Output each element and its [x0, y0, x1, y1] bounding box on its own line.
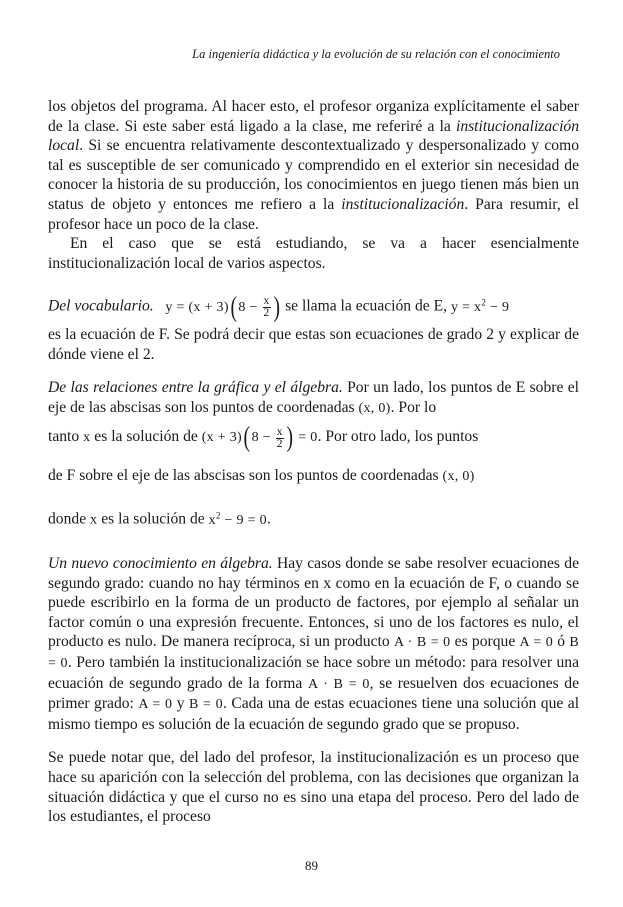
section-title-relaciones: De las relaciones entre la gráfica y el álgebra.	[48, 379, 343, 397]
equation-f-zero: $x^2 - 9 = 0$	[208, 510, 267, 529]
paragraph-1: los objetos del programa. Al hacer esto, el profesor organiza explícitamente el saber de la clase. Si este saber está ligado a la clase, me referiré a la institucionalización local. Si se encuentra relativamente descontextualizado y despersonalizado y como tal es susceptible de ser comunicado y comprendido en el exterior sin necesidad de conocer la historia de su producción, los conocimientos en juego tienen más bien un status de objeto y entonces me refiero a la institucionalización. Para resumir, el profesor hace un poco de la clase.	[48, 98, 579, 233]
term-institucionalizacion: institucionalización	[341, 195, 465, 213]
paragraph-relaciones: De las relaciones entre la gráfica y el álgebra. Por un lado, los puntos de E sobre el eje de las abscisas son los puntos de coordenadas (x, 0). Por lo	[48, 379, 579, 416]
term-institucionalizacion-local: institucionalización local	[48, 117, 579, 155]
fraction-x-over-2: $\frac{x}{2}$	[263, 295, 270, 320]
paragraph-2: En el caso que se está estudiando, se va a hacer esencialmente institucionalización local de varios aspectos.	[48, 235, 579, 272]
paragraph-relaciones-f: de F sobre el eje de las abscisas son los puntos de coordenadas (x, 0)	[48, 467, 475, 485]
equation-e-zero: (x + 3)(8 − $\frac{x}{2}$ ) = 0	[201, 422, 318, 454]
equation-e: y = (x + 3)(8 − $\frac{x}{2}$ )	[165, 291, 280, 323]
paragraph-final: Se puede notar que, del lado del profesor, la institucionalización es un proceso que hace su aparición con la selección del problema, con las decisiones que organizan la situación didáctica y que el curso no es sino una etapa del proceso. Pero del lado de los estudiantes, el proceso	[48, 749, 579, 826]
page-number: 89	[305, 858, 318, 873]
equation-f: $y = x^2 - 9$	[450, 297, 510, 315]
paragraph-vocabulario: Del vocabulario. y = (x + 3)(8 − $\frac{x}{2}$ ) se llama la ecuación de E, $y = x^2 - 9$	[48, 291, 510, 323]
paragraph-algebra: Un nuevo conocimiento en álgebra. Hay casos donde se sabe resolver ecuaciones de segundo grado: cuando no hay términos en x como en la ecuación de F, o cuando se puede escribirlo en la forma de un producto de factores, por ejemplo al señalar un factor común o una expresión frecuente. Entonces, si uno de los factores es nulo, el producto es nulo. De manera recíproca, si un producto A · B = 0 es porque A = 0 ó B = 0. Pero también la institucionalización se hace sobre un método: para resolver una ecuación de segundo grado de la forma A · B = 0, se resuelven dos ecuaciones de primer grado: A = 0 y B = 0. Cada una de estas ecuaciones tiene una solución que al mismo tiempo es solución de la ecuación de segundo grado que se propuso.	[48, 555, 580, 733]
running-header: La ingeniería didáctica y la evolución de su relación con el conocimiento	[192, 47, 560, 61]
body-text	[48, 97, 579, 827]
paragraph-vocabulario-cont: es la ecuación de F. Se podrá decir que estas son ecuaciones de grado 2 y explicar de dónde viene el 2.	[48, 326, 579, 363]
section-title-algebra: Un nuevo conocimiento en álgebra.	[48, 555, 273, 573]
section-title-vocabulario: Del vocabulario.	[48, 298, 154, 315]
fraction-x-over-2-b: $\frac{x}{2}$	[276, 425, 283, 450]
paragraph-relaciones-end: donde x es la solución de $x^2 - 9 = 0$.	[48, 510, 271, 529]
paragraph-relaciones-eq: tanto x es la solución de (x + 3)(8 − $\frac{x}{2}$ ) = 0. Por otro lado, los puntos	[48, 422, 479, 454]
